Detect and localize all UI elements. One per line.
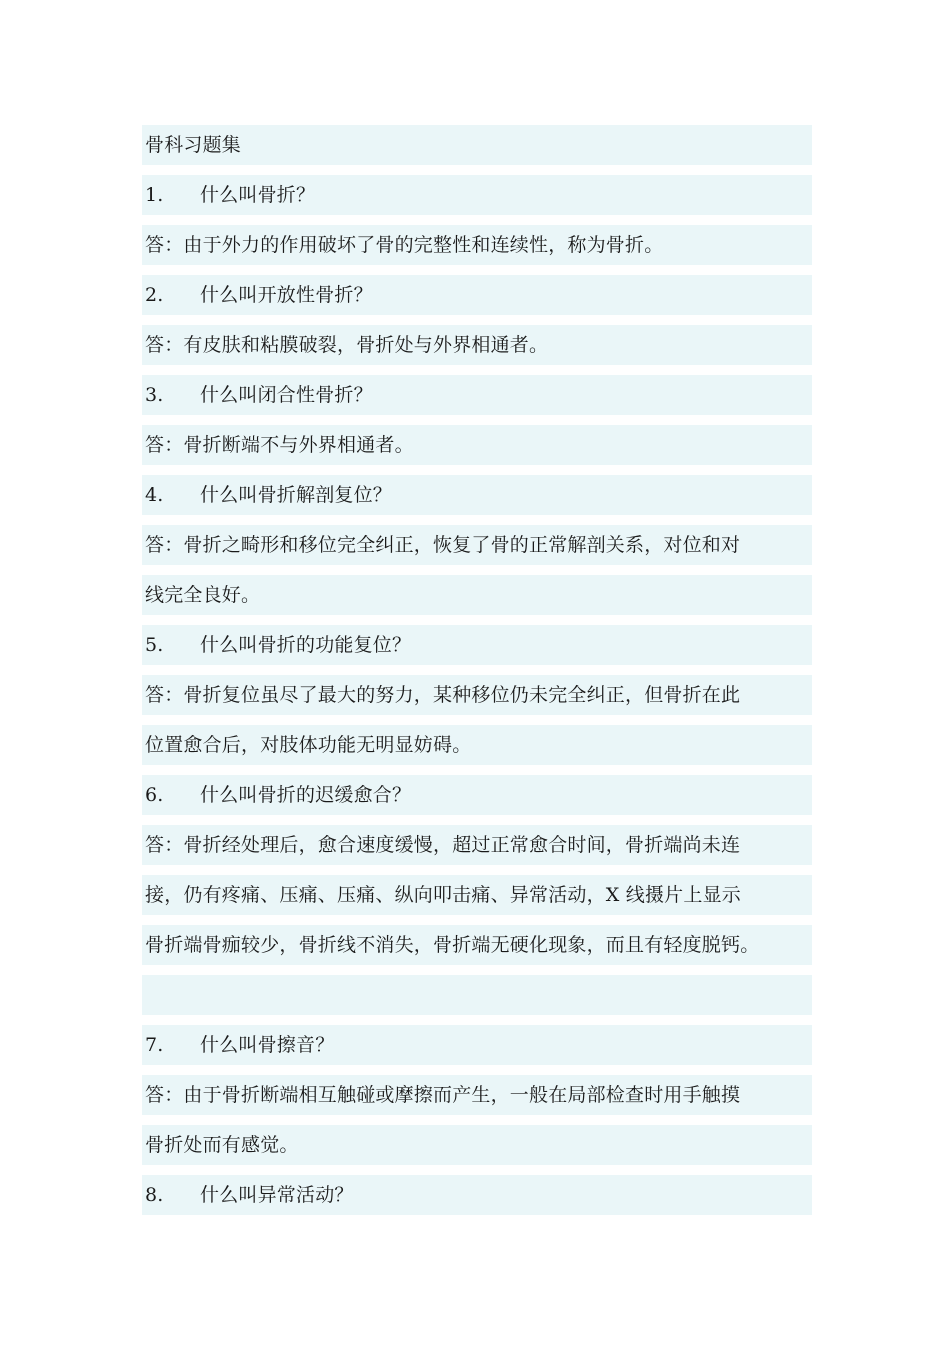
question-text: 什么叫骨折的迟缓愈合？	[200, 784, 412, 806]
question-6	[142, 775, 812, 815]
question-5	[142, 625, 812, 665]
question-3	[142, 375, 812, 415]
question-number: 4.	[145, 484, 164, 506]
blank-line	[142, 975, 812, 1015]
question-number: 5.	[145, 634, 164, 656]
question-text: 什么叫骨擦音？	[200, 1034, 335, 1056]
answer-6-line-1: 答：骨折经处理后，愈合速度缓慢，超过正常愈合时间，骨折端尚未连	[142, 825, 812, 865]
answer-2-line-1: 答：有皮肤和粘膜破裂，骨折处与外界相通者。	[142, 325, 812, 365]
answer-1-line-1: 答：由于外力的作用破坏了骨的完整性和连续性，称为骨折。	[142, 225, 812, 265]
question-text: 什么叫骨折的功能复位？	[200, 634, 412, 656]
answer-3-line-1: 答：骨折断端不与外界相通者。	[142, 425, 812, 465]
answer-4-line-1: 答：骨折之畸形和移位完全纠正，恢复了骨的正常解剖关系，对位和对	[142, 525, 812, 565]
answer-5-line-1: 答：骨折复位虽尽了最大的努力，某种移位仍未完全纠正，但骨折在此	[142, 675, 812, 715]
question-1	[142, 175, 812, 215]
question-2	[142, 275, 812, 315]
question-number: 1.	[145, 184, 164, 206]
document-content	[142, 125, 812, 1225]
question-number: 7.	[145, 1034, 164, 1056]
question-text: 什么叫开放性骨折？	[200, 284, 373, 306]
question-4	[142, 475, 812, 515]
document-title: 骨科习题集	[142, 125, 812, 165]
question-number: 2.	[145, 284, 164, 306]
question-text: 什么叫骨折解剖复位？	[200, 484, 393, 506]
answer-7-line-2: 骨折处而有感觉。	[142, 1125, 812, 1165]
answer-5-line-2: 位置愈合后，对肢体功能无明显妨碍。	[142, 725, 812, 765]
question-number: 6.	[145, 784, 164, 806]
question-number: 3.	[145, 384, 164, 406]
answer-7-line-1: 答：由于骨折断端相互触碰或摩擦而产生，一般在局部检查时用手触摸	[142, 1075, 812, 1115]
question-8	[142, 1175, 812, 1215]
question-text: 什么叫闭合性骨折？	[200, 384, 373, 406]
question-7	[142, 1025, 812, 1065]
answer-6-line-3: 骨折端骨痂较少，骨折线不消失，骨折端无硬化现象，而且有轻度脱钙。	[142, 925, 812, 965]
question-number: 8.	[145, 1184, 164, 1206]
question-text: 什么叫骨折？	[200, 184, 316, 206]
answer-4-line-2: 线完全良好。	[142, 575, 812, 615]
question-text: 什么叫异常活动？	[200, 1184, 354, 1206]
answer-6-line-2: 接，仍有疼痛、压痛、压痛、纵向叩击痛、异常活动，X 线摄片上显示	[142, 875, 812, 915]
